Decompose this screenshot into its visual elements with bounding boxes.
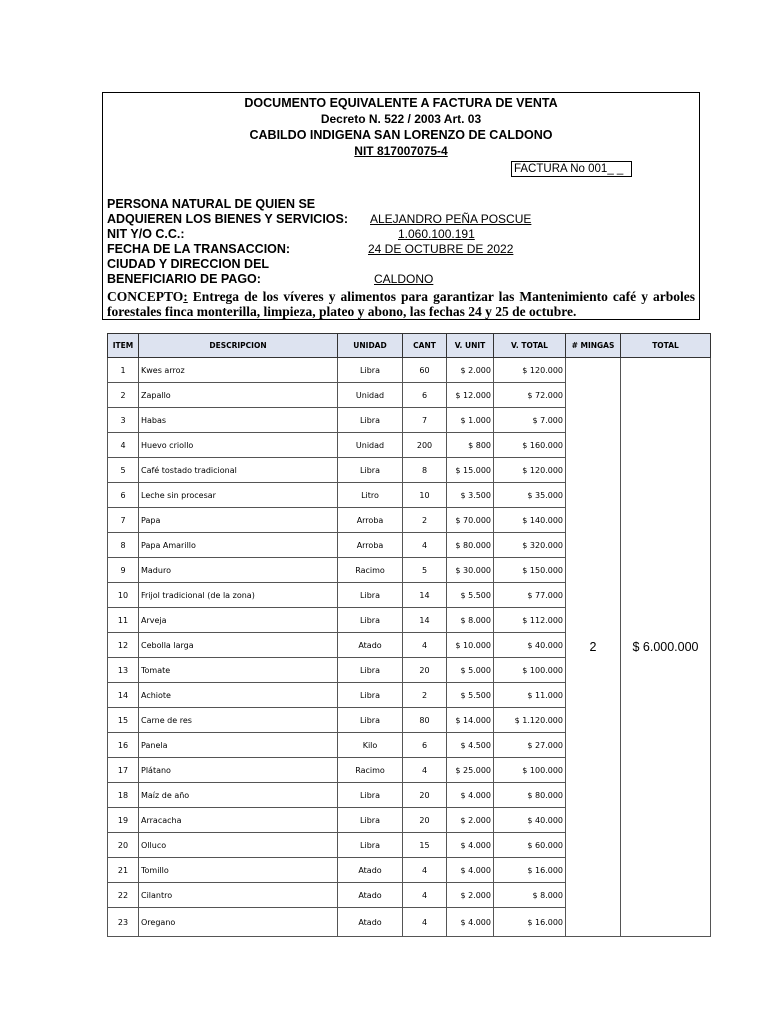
row-description: Maduro: [139, 558, 338, 583]
row-unit: Litro: [338, 483, 403, 508]
row-item: 4: [108, 433, 139, 458]
row-total-value: $ 77.000: [494, 583, 566, 608]
row-item: 1: [108, 358, 139, 383]
row-description: Achiote: [139, 683, 338, 708]
row-item: 14: [108, 683, 139, 708]
row-unit: Libra: [338, 683, 403, 708]
persona-value: ALEJANDRO PEÑA POSCUE: [370, 212, 532, 226]
table-header-row: [108, 334, 711, 358]
row-total-value: $ 60.000: [494, 833, 566, 858]
row-total-value: $ 320.000: [494, 533, 566, 558]
row-description: Olluco: [139, 833, 338, 858]
row-item: 23: [108, 908, 139, 937]
row-description: Maíz de año: [139, 783, 338, 808]
row-item: 11: [108, 608, 139, 633]
row-description: Café tostado tradicional: [139, 458, 338, 483]
row-total-value: $ 7.000: [494, 408, 566, 433]
row-unit-value: $ 4.000: [447, 858, 494, 883]
header-item: ITEM: [108, 334, 139, 358]
concepto-label: CONCEPTO: [107, 289, 184, 304]
row-total-value: $ 120.000: [494, 458, 566, 483]
row-quantity: 4: [403, 908, 447, 937]
fecha-label: FECHA DE LA TRANSACCION:: [107, 242, 291, 256]
row-unit: Libra: [338, 658, 403, 683]
items-body: [108, 358, 711, 937]
row-quantity: 10: [403, 483, 447, 508]
row-unit: Atado: [338, 908, 403, 937]
row-unit: Libra: [338, 708, 403, 733]
row-description: Panela: [139, 733, 338, 758]
row-unit-value: $ 25.000: [447, 758, 494, 783]
row-total-value: $ 11.000: [494, 683, 566, 708]
issuer-nit: NIT 817007075-4: [354, 144, 448, 158]
header-unidad: UNIDAD: [338, 334, 403, 358]
row-description: Carne de res: [139, 708, 338, 733]
nit-value: 1.060.100.191: [398, 227, 475, 241]
row-description: Tomillo: [139, 858, 338, 883]
table-row: [108, 358, 711, 383]
row-quantity: 7: [403, 408, 447, 433]
row-item: 8: [108, 533, 139, 558]
header-descripcion: DESCRIPCION: [139, 334, 338, 358]
row-item: 2: [108, 383, 139, 408]
row-unit: Atado: [338, 858, 403, 883]
row-description: Kwes arroz: [139, 358, 338, 383]
row-description: Habas: [139, 408, 338, 433]
row-unit: Unidad: [338, 433, 403, 458]
row-unit: Kilo: [338, 733, 403, 758]
row-total-value: $ 160.000: [494, 433, 566, 458]
fecha-value: 24 DE OCTUBRE DE 2022: [368, 242, 514, 256]
document-title: DOCUMENTO EQUIVALENTE A FACTURA DE VENTA: [244, 96, 558, 110]
row-item: 9: [108, 558, 139, 583]
row-unit-value: $ 5.500: [447, 683, 494, 708]
row-unit: Libra: [338, 783, 403, 808]
row-total-value: $ 120.000: [494, 358, 566, 383]
row-unit-value: $ 15.000: [447, 458, 494, 483]
decree-line: Decreto N. 522 / 2003 Art. 03: [320, 112, 482, 126]
row-total-value: $ 140.000: [494, 508, 566, 533]
invoice-number-box: FACTURA No 001_ _: [511, 161, 632, 177]
row-quantity: 6: [403, 383, 447, 408]
header-total: TOTAL: [621, 334, 711, 358]
row-unit-value: $ 2.000: [447, 358, 494, 383]
row-unit: Libra: [338, 608, 403, 633]
row-item: 3: [108, 408, 139, 433]
row-unit-value: $ 14.000: [447, 708, 494, 733]
row-unit: Libra: [338, 358, 403, 383]
row-unit-value: $ 4.000: [447, 908, 494, 937]
row-description: Papa Amarillo: [139, 533, 338, 558]
row-description: Huevo criollo: [139, 433, 338, 458]
row-quantity: 2: [403, 508, 447, 533]
row-quantity: 200: [403, 433, 447, 458]
row-quantity: 14: [403, 583, 447, 608]
row-item: 5: [108, 458, 139, 483]
row-unit: Arroba: [338, 508, 403, 533]
row-unit-value: $ 80.000: [447, 533, 494, 558]
row-unit-value: $ 1.000: [447, 408, 494, 433]
ciudad-value: CALDONO: [374, 272, 434, 286]
row-unit-value: $ 2.000: [447, 808, 494, 833]
row-item: 10: [108, 583, 139, 608]
issuer-name: CABILDO INDIGENA SAN LORENZO DE CALDONO: [249, 128, 553, 142]
row-description: Frijol tradicional (de la zona): [139, 583, 338, 608]
row-total-value: $ 72.000: [494, 383, 566, 408]
row-unit-value: $ 8.000: [447, 608, 494, 633]
row-unit-value: $ 3.500: [447, 483, 494, 508]
row-unit-value: $ 5.500: [447, 583, 494, 608]
row-unit: Libra: [338, 808, 403, 833]
mingas-count: 2: [566, 358, 621, 937]
row-description: Plátano: [139, 758, 338, 783]
row-description: Arracacha: [139, 808, 338, 833]
row-total-value: $ 80.000: [494, 783, 566, 808]
row-quantity: 20: [403, 658, 447, 683]
row-quantity: 14: [403, 608, 447, 633]
row-total-value: $ 40.000: [494, 808, 566, 833]
ciudad-label-line1: CIUDAD Y DIRECCION DEL: [107, 257, 270, 271]
row-total-value: $ 112.000: [494, 608, 566, 633]
header-cant: CANT: [403, 334, 447, 358]
row-unit: Racimo: [338, 558, 403, 583]
header-v-total: V. TOTAL: [494, 334, 566, 358]
row-unit: Unidad: [338, 383, 403, 408]
document-header: [102, 92, 700, 320]
row-item: 19: [108, 808, 139, 833]
row-quantity: 15: [403, 833, 447, 858]
row-quantity: 60: [403, 358, 447, 383]
nit-label: NIT Y/O C.C.:: [107, 227, 185, 241]
row-unit-value: $ 70.000: [447, 508, 494, 533]
row-quantity: 4: [403, 633, 447, 658]
row-unit-value: $ 12.000: [447, 383, 494, 408]
grand-total: $ 6.000.000: [621, 358, 711, 937]
row-description: Arveja: [139, 608, 338, 633]
row-unit-value: $ 4.000: [447, 783, 494, 808]
row-total-value: $ 27.000: [494, 733, 566, 758]
row-description: Oregano: [139, 908, 338, 937]
row-quantity: 20: [403, 783, 447, 808]
concepto-text: Entrega de los víveres y alimentos para garantizar las Mantenimiento café y arboles forestales finca monterilla, limpieza, plateo y abono, las fechas 24 y 25 de octubre.: [107, 289, 695, 319]
persona-label-line1: PERSONA NATURAL DE QUIEN SE: [107, 197, 316, 211]
row-item: 20: [108, 833, 139, 858]
row-unit: Libra: [338, 833, 403, 858]
row-item: 18: [108, 783, 139, 808]
persona-label-line2: ADQUIEREN LOS BIENES Y SERVICIOS:: [107, 212, 349, 226]
row-quantity: 4: [403, 533, 447, 558]
row-total-value: $ 16.000: [494, 908, 566, 937]
row-total-value: $ 8.000: [494, 883, 566, 908]
row-unit: Arroba: [338, 533, 403, 558]
row-item: 16: [108, 733, 139, 758]
row-total-value: $ 150.000: [494, 558, 566, 583]
row-unit: Libra: [338, 458, 403, 483]
concepto-paragraph: [107, 289, 695, 319]
row-item: 15: [108, 708, 139, 733]
row-quantity: 2: [403, 683, 447, 708]
row-unit-value: $ 30.000: [447, 558, 494, 583]
row-item: 12: [108, 633, 139, 658]
concepto-colon: :: [183, 289, 188, 304]
row-total-value: $ 100.000: [494, 658, 566, 683]
items-table: [107, 333, 711, 937]
row-quantity: 20: [403, 808, 447, 833]
row-description: Papa: [139, 508, 338, 533]
row-item: 17: [108, 758, 139, 783]
row-total-value: $ 100.000: [494, 758, 566, 783]
row-quantity: 4: [403, 883, 447, 908]
row-quantity: 6: [403, 733, 447, 758]
row-item: 21: [108, 858, 139, 883]
row-description: Tomate: [139, 658, 338, 683]
row-quantity: 4: [403, 858, 447, 883]
row-unit-value: $ 10.000: [447, 633, 494, 658]
row-unit: Libra: [338, 408, 403, 433]
row-unit: Libra: [338, 583, 403, 608]
row-description: Cebolla larga: [139, 633, 338, 658]
row-description: Zapallo: [139, 383, 338, 408]
row-unit-value: $ 4.500: [447, 733, 494, 758]
row-unit-value: $ 800: [447, 433, 494, 458]
ciudad-label-line2: BENEFICIARIO DE PAGO:: [107, 272, 261, 286]
row-total-value: $ 40.000: [494, 633, 566, 658]
row-unit: Atado: [338, 633, 403, 658]
row-unit-value: $ 2.000: [447, 883, 494, 908]
row-quantity: 80: [403, 708, 447, 733]
row-unit-value: $ 4.000: [447, 833, 494, 858]
row-unit: Racimo: [338, 758, 403, 783]
row-unit: Atado: [338, 883, 403, 908]
row-quantity: 5: [403, 558, 447, 583]
row-unit-value: $ 5.000: [447, 658, 494, 683]
row-item: 6: [108, 483, 139, 508]
header-mingas: # MINGAS: [566, 334, 621, 358]
row-total-value: $ 35.000: [494, 483, 566, 508]
row-item: 22: [108, 883, 139, 908]
row-description: Cilantro: [139, 883, 338, 908]
header-v-unit: V. UNIT: [447, 334, 494, 358]
row-item: 7: [108, 508, 139, 533]
row-item: 13: [108, 658, 139, 683]
row-quantity: 8: [403, 458, 447, 483]
row-description: Leche sin procesar: [139, 483, 338, 508]
row-quantity: 4: [403, 758, 447, 783]
row-total-value: $ 16.000: [494, 858, 566, 883]
row-total-value: $ 1.120.000: [494, 708, 566, 733]
